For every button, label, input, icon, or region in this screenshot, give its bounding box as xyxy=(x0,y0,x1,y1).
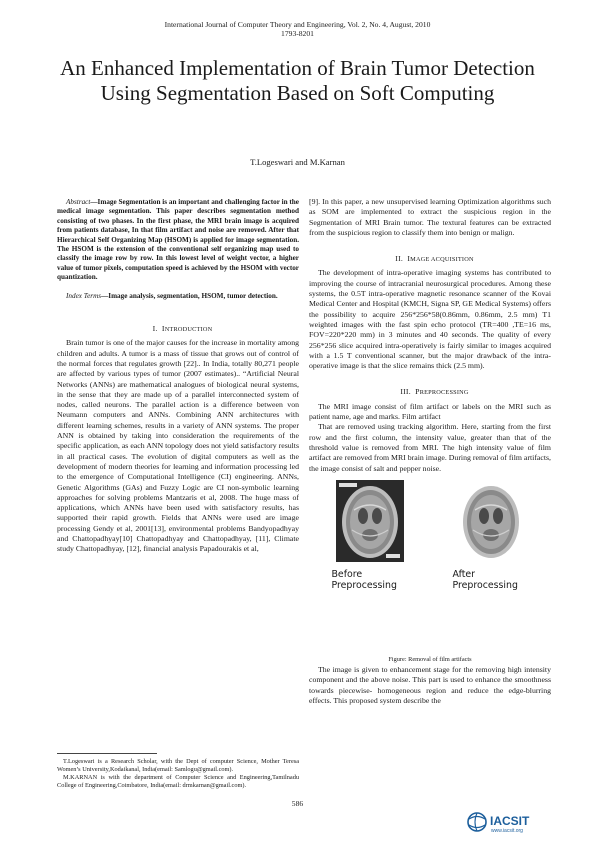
mri-after-image xyxy=(457,480,525,562)
section-rest: MAGE ACQUISITION xyxy=(410,256,474,264)
before-label-line1: Before xyxy=(331,569,363,581)
intro-continued-paragraph: [9]. In this paper, a new unsupervised learning Optimization algorithms such as SOM are implemented to extract the suspicious region in the Segmentation of MRI Brain tumor. The textural features can be extracted from the suspicious region to classify them into benign or malign. xyxy=(309,197,551,237)
section-number: I. xyxy=(152,324,158,334)
journal-citation: International Journal of Computer Theory and Engineering, Vol. 2, No. 4, August, 2010 xyxy=(164,20,431,29)
logo-subtext: www.iacsit.org xyxy=(491,828,523,834)
figure-before xyxy=(332,480,408,591)
section-heading-image-acquisition xyxy=(309,254,551,265)
abstract xyxy=(57,198,299,283)
footnote-rule xyxy=(57,753,157,754)
logo-text: IACSIT xyxy=(490,814,530,828)
abstract-label: Abstract xyxy=(66,198,91,206)
after-label xyxy=(453,569,529,591)
section-number: II. xyxy=(395,254,404,264)
index-terms-label: Index Terms xyxy=(66,291,102,300)
section-initial: I xyxy=(407,254,411,264)
before-label-line2: Preprocessing xyxy=(331,580,397,592)
footnotes xyxy=(57,758,299,790)
index-terms-text: —Image analysis, segmentation, HSOM, tumor detection. xyxy=(101,291,278,300)
right-column xyxy=(309,197,551,706)
footnote-author-1: T.Logeswari is a Research Scholar, with the Dept of computer Science, Mother Teresa Women’s University,Kodaikanal, India(email: Samlogu@gmail.com). xyxy=(57,758,299,773)
page-number: 586 xyxy=(291,799,304,808)
figure-caption: Figure: Removal of film artifacts xyxy=(388,655,472,663)
section-initial: P xyxy=(415,387,420,397)
section-rest: NTRODUCTION xyxy=(164,326,213,334)
section-heading-introduction xyxy=(57,324,299,335)
after-label-line1: After xyxy=(452,569,476,581)
logo-globe-icon xyxy=(468,813,486,831)
post-figure-paragraph: The image is given to enhancement stage for the removing high intensity component and the above noise. This part is used to enhance the smoothness towards piecewise- homogeneous region and reduce the edge-blurring effects. This proposed system describe the xyxy=(309,665,551,706)
intro-paragraph: Brain tumor is one of the major causes for the increase in mortality among children and adults. A tumor is a mass of tissue that grows out of control of the normal forces that regulates growth [22].. In India, totally 80,271 people are affected by various types of tumor (2007 estimates).. “Artificial Neural Networks (ANNs) are mathematical analogues of biological neural systems, in the sense that they are made up of a parallel interconnected system of nodes, called neurons. The parallel action is a difference between von Neumann computers and ANNs. Combining ANN architectures with different learning schemes, results in a variety of ANN systems. The proper ANN is obtained by taking into consideration the requirements of the specific application, as each ANN topology does not yield satisfactory results in all practical cases. The evolution of digital computers as well as the development of modern theories for learning and information processing led to the emergence of Computational Intelligence (CI) engineering. ANNs, Genetic Algorithms (GAs) and Fuzzy Logic are CI non-symbolic learning approaches for solving problems Mantzaris et al, 2008. The huge mass of applications, which ANNs have been used with satisfactory results, has supported their rapid growth. Fields that ANNs were used are image processing Gendy et al, 2001[13], environmental problems Bandyopadhyay and Chattopadhyay[10] Chattopadhyay and Chattopadhyay, [11], Climate study Chattopadhyay, [12], financial analysis Papadourakis et al, xyxy=(57,338,299,554)
section-rest: REPROCESSING xyxy=(419,389,469,397)
before-label xyxy=(332,569,408,591)
authors: T.Logeswari and M.Karnan xyxy=(250,157,345,167)
index-terms xyxy=(57,292,299,301)
after-label-line2: Preprocessing xyxy=(452,580,518,592)
section-initial: I xyxy=(161,324,165,334)
section-number: III. xyxy=(400,387,411,397)
preprocessing-paragraph-1: The MRI image consist of film artifact or labels on the MRI such as patient name, age and marks. Film artifact xyxy=(309,401,551,422)
iacsit-logo xyxy=(466,810,558,834)
section-heading-preprocessing xyxy=(309,387,551,398)
mri-before-image xyxy=(336,480,404,562)
abstract-text: —Image Segmentation is an important and challenging factor in the medical image segmentation. This paper describes segmentation method consisting of two phases. In the first phase, the MRI brain image is acquired from patients database, In that film artifact and noise are removed. After that Hierarchical Self Organizing Map (HSOM) is applied for image segmentation. The HSOM is the extension of the conventional self organizing map used to classify the image row by row. In this lowest level of weight vector, a higher value of tumor pixels, computation speed is achieved by the HSOM with vector quantization. xyxy=(57,198,299,282)
journal-header xyxy=(0,20,595,38)
paper-title: An Enhanced Implementation of Brain Tumor Detection Using Segmentation Based on Soft Computing xyxy=(60,56,535,105)
journal-issn: 1793-8201 xyxy=(281,29,314,38)
figure-film-artifact-removal xyxy=(309,480,551,653)
figure-after xyxy=(453,480,529,591)
acquisition-paragraph: The development of intra-operative imaging systems has contributed to improving the course of intracranial neurosurgical procedures. Among these systems, the 0.5T intra-operative magnetic resonance scanner of the Kovai Medical Center and Hospital (KMCH, Signa SP, GE Medical Systems) offers the possibility to acquire 256*256*58(0.86mm, 0.86mm, 2.5 mm) T1 weighted images with the fast spin echo protocol (TR=400 ,TE=16 ms, FOV=220*220 mm) in 3 minutes and 40 seconds. The quality of every 256*256 slice acquired intra-operatively is fairly similar to images acquired with a 1.5 T conventional scanner, but the major drawback of the intra-operative image is that the slice remains thick (2.5 mm). xyxy=(309,268,551,371)
footnote-author-2: M.KARNAN is with the department of Computer Science and Engineering,Tamilnadu College of Engineering,Coimbatore, India(email: drmkarnan@gmail.com). xyxy=(57,773,299,789)
preprocessing-paragraph-2: That are removed using tracking algorithm. Here, starting from the first row and the first column, the intensity value, greater than that of the threshold value is removed from MRI. The high intensity value of film artifact are removed from MRI brain image. During removal of film artifacts, the image consist of salt and pepper noise. xyxy=(309,422,551,473)
left-column xyxy=(57,198,299,555)
